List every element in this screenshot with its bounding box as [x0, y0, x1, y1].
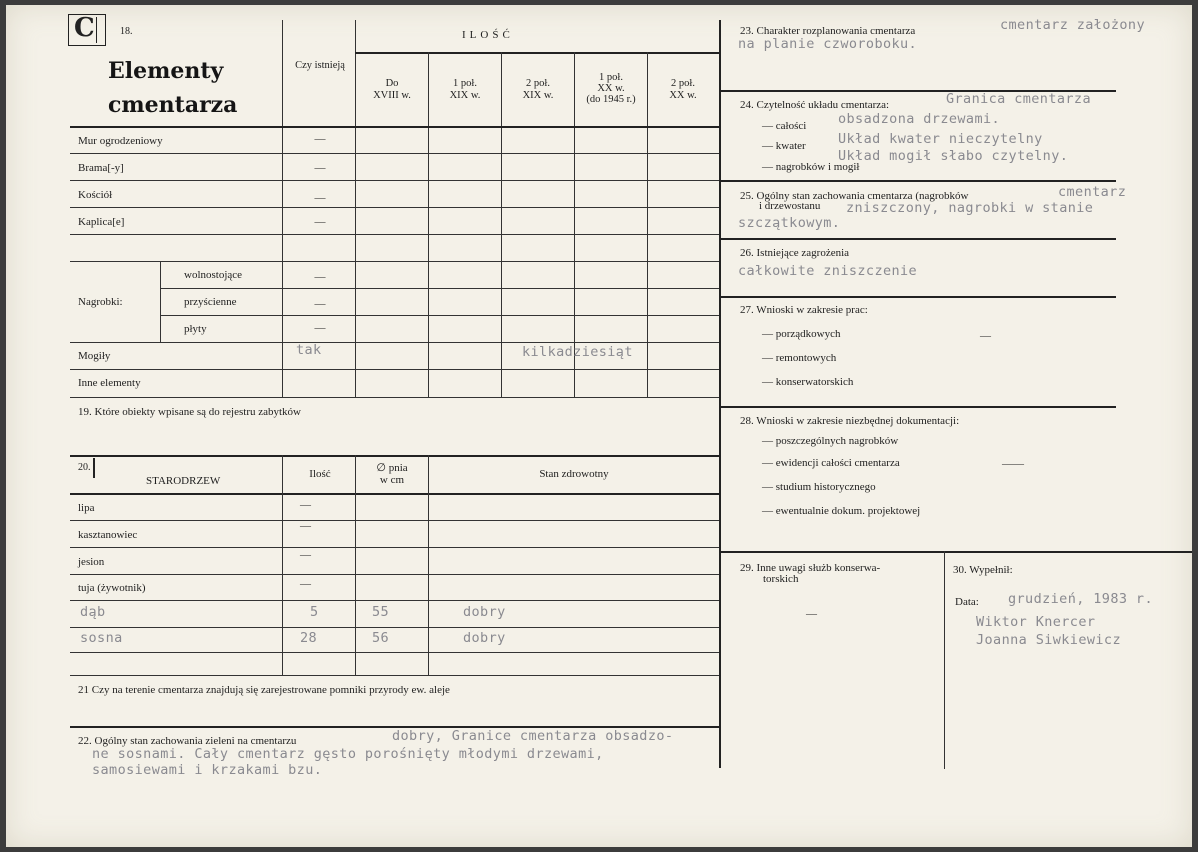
- q27-item-porzadkowych: — porządkowych: [762, 328, 841, 340]
- tree-ilosc-jesion: —: [300, 549, 311, 561]
- q24-typed-line-1: Granica cmentarza: [946, 91, 1091, 107]
- row-label-mogily: Mogiły: [78, 350, 111, 362]
- q27-label: 27. Wnioski w zakresie prac:: [740, 304, 868, 316]
- starodrzew-col-pnia: ∅ pnia w cm: [376, 462, 408, 486]
- q22-typed-line-3: samosiewami i krzakami bzu.: [92, 762, 323, 778]
- tree-name-dab: dąb: [80, 604, 106, 620]
- period-header-4: 1 poł. XX w. (do 1945 r.): [586, 72, 636, 105]
- row-label-kaplica: Kaplica[e]: [78, 216, 125, 228]
- q24-typed-line-4: Układ mogił słabo czytelny.: [838, 148, 1069, 164]
- q27-dash: —: [980, 330, 991, 342]
- title-line-1: Elementy: [108, 58, 224, 84]
- q28-item-nagrobkow: — poszczególnych nagrobków: [762, 435, 899, 447]
- q27-item-remontowych: — remontowych: [762, 352, 837, 364]
- q28-dash: ——: [1002, 458, 1024, 470]
- exists-mur: —: [314, 133, 326, 145]
- q28-label: 28. Wnioski w zakresie niezbędnej dokumentacji:: [740, 415, 960, 427]
- row-label-inne: Inne elementy: [78, 377, 141, 389]
- q27-item-konserwatorskich: — konserwatorskich: [762, 376, 854, 388]
- starodrzew-col-stan: Stan zdrowotny: [539, 468, 609, 480]
- section-number: 18.: [120, 26, 133, 37]
- starodrzew-num: 20.: [78, 462, 91, 473]
- row-label-brama: Brama[-y]: [78, 162, 124, 174]
- tree-ilosc-dab: 5: [310, 604, 319, 620]
- q25-typed-line-3: szczątkowym.: [738, 215, 841, 231]
- starodrzew-title: STARODRZEW: [146, 475, 221, 487]
- q28-item-projektowej: — ewentualnie dokum. projektowej: [762, 505, 921, 517]
- q24-label: 24. Czytelność układu cmentarza:: [740, 99, 890, 111]
- q25-typed-line-1: cmentarz: [1058, 184, 1127, 200]
- q22-label: 22. Ogólny stan zachowania zieleni na cmentarzu: [78, 735, 297, 747]
- q30-data-label: Data:: [955, 596, 979, 608]
- q30-name-1: Wiktor Knercer: [976, 614, 1096, 630]
- exists-wolnostojace: —: [314, 271, 326, 283]
- tree-pnia-dab: 55: [372, 604, 390, 620]
- q24-typed-line-2: obsadzona drzewami.: [838, 111, 1001, 127]
- period-header-2: 1 poł. XIX w.: [449, 78, 481, 101]
- nagrobki-plyty: płyty: [184, 323, 207, 335]
- col-ilosc-header: ILOŚĆ: [462, 29, 514, 41]
- tree-name-lipa: lipa: [78, 502, 95, 514]
- period-header-3: 2 poł. XIX w.: [522, 78, 554, 101]
- section-letter-box: [68, 14, 106, 46]
- period-header-1: Do XVIII w.: [373, 78, 411, 101]
- q28-item-ewidencji: — ewidencji całości cmentarza: [762, 457, 900, 469]
- tree-name-sosna: sosna: [80, 630, 123, 646]
- starodrzew-col-ilosc: Ilość: [309, 468, 331, 480]
- mogily-count-typed: kilkadziesiąt: [522, 344, 633, 360]
- tree-stan-dab: dobry: [463, 604, 506, 620]
- q30-label: 30. Wypełnił:: [953, 564, 1013, 576]
- q19-label: 19. Które obiekty wpisane są do rejestru zabytków: [78, 406, 301, 418]
- q29-label-line-2: torskich: [763, 573, 799, 585]
- q26-label: 26. Istniejące zagrożenia: [740, 247, 850, 259]
- q25-label-line-1: 25. Ogólny stan zachowania cmentarza (nagrobków: [740, 190, 969, 202]
- nagrobki-label: Nagrobki:: [78, 296, 123, 308]
- q23-typed-line-1: cmentarz założony: [1000, 17, 1145, 33]
- q30-date-typed: grudzień, 1983 r.: [1008, 591, 1153, 607]
- q25-label-line-2: i drzewostanu: [759, 200, 821, 212]
- tree-name-tuja: tuja (żywotnik): [78, 582, 146, 594]
- q26-typed: całkowite zniszczenie: [738, 263, 918, 279]
- title-line-2: cmentarza: [108, 92, 238, 118]
- q30-name-2: Joanna Siwkiewicz: [976, 632, 1121, 648]
- q24-sub-calosci: — całości: [762, 120, 807, 132]
- exists-kosciol: —: [314, 192, 326, 204]
- tree-ilosc-lipa: —: [300, 499, 311, 511]
- tree-name-kasztanowiec: kasztanowiec: [78, 529, 138, 541]
- tree-ilosc-tuja: —: [300, 578, 311, 590]
- q23-typed-line-2: na planie czworoboku.: [738, 36, 918, 52]
- nagrobki-przyscienne: przyścienne: [184, 296, 237, 308]
- tree-ilosc-sosna: 28: [300, 630, 318, 646]
- q29-label-line-1: 29. Inne uwagi służb konserwa-: [740, 562, 881, 574]
- tree-ilosc-kasztanowiec: —: [300, 520, 311, 532]
- q29-dash: —: [806, 608, 817, 620]
- q24-typed-line-3: Układ kwater nieczytelny: [838, 131, 1043, 147]
- tree-name-jesion: jesion: [78, 556, 105, 568]
- nagrobki-wolnostojace: wolnostojące: [184, 269, 243, 281]
- exists-przyscienne: —: [314, 298, 326, 310]
- exists-plyty: —: [314, 322, 326, 334]
- mogily-exists-typed: tak: [296, 342, 322, 358]
- q21-label: 21 Czy na terenie cmentarza znajdują się zarejestrowane pomniki przyrody ew. aleje: [78, 684, 450, 696]
- q23-label: 23. Charakter rozplanowania cmentarza: [740, 25, 916, 37]
- q24-sub-kwater: — kwater: [762, 140, 806, 152]
- row-label-mur: Mur ogrodzeniowy: [78, 135, 163, 147]
- exists-kaplica: —: [314, 216, 326, 228]
- tree-pnia-sosna: 56: [372, 630, 390, 646]
- row-label-kosciol: Kościół: [78, 189, 113, 201]
- q28-item-studium: — studium historycznego: [762, 481, 876, 493]
- q24-sub-nagrobkow: — nagrobków i mogił: [762, 161, 860, 173]
- exists-brama: —: [314, 162, 326, 174]
- q22-typed-line-1: dobry, Granice cmentarza obsadzo-: [392, 728, 674, 744]
- q22-typed-line-2: ne sosnami. Cały cmentarz gęsto porośnięty młodymi drzewami,: [92, 746, 604, 762]
- period-header-5: 2 poł. XX w.: [669, 78, 697, 101]
- tree-stan-sosna: dobry: [463, 630, 506, 646]
- col-exists-header: Czy istnieją: [295, 60, 345, 71]
- section-letter: C: [74, 13, 95, 43]
- q25-typed-line-2: zniszczony, nagrobki w stanie: [846, 200, 1094, 216]
